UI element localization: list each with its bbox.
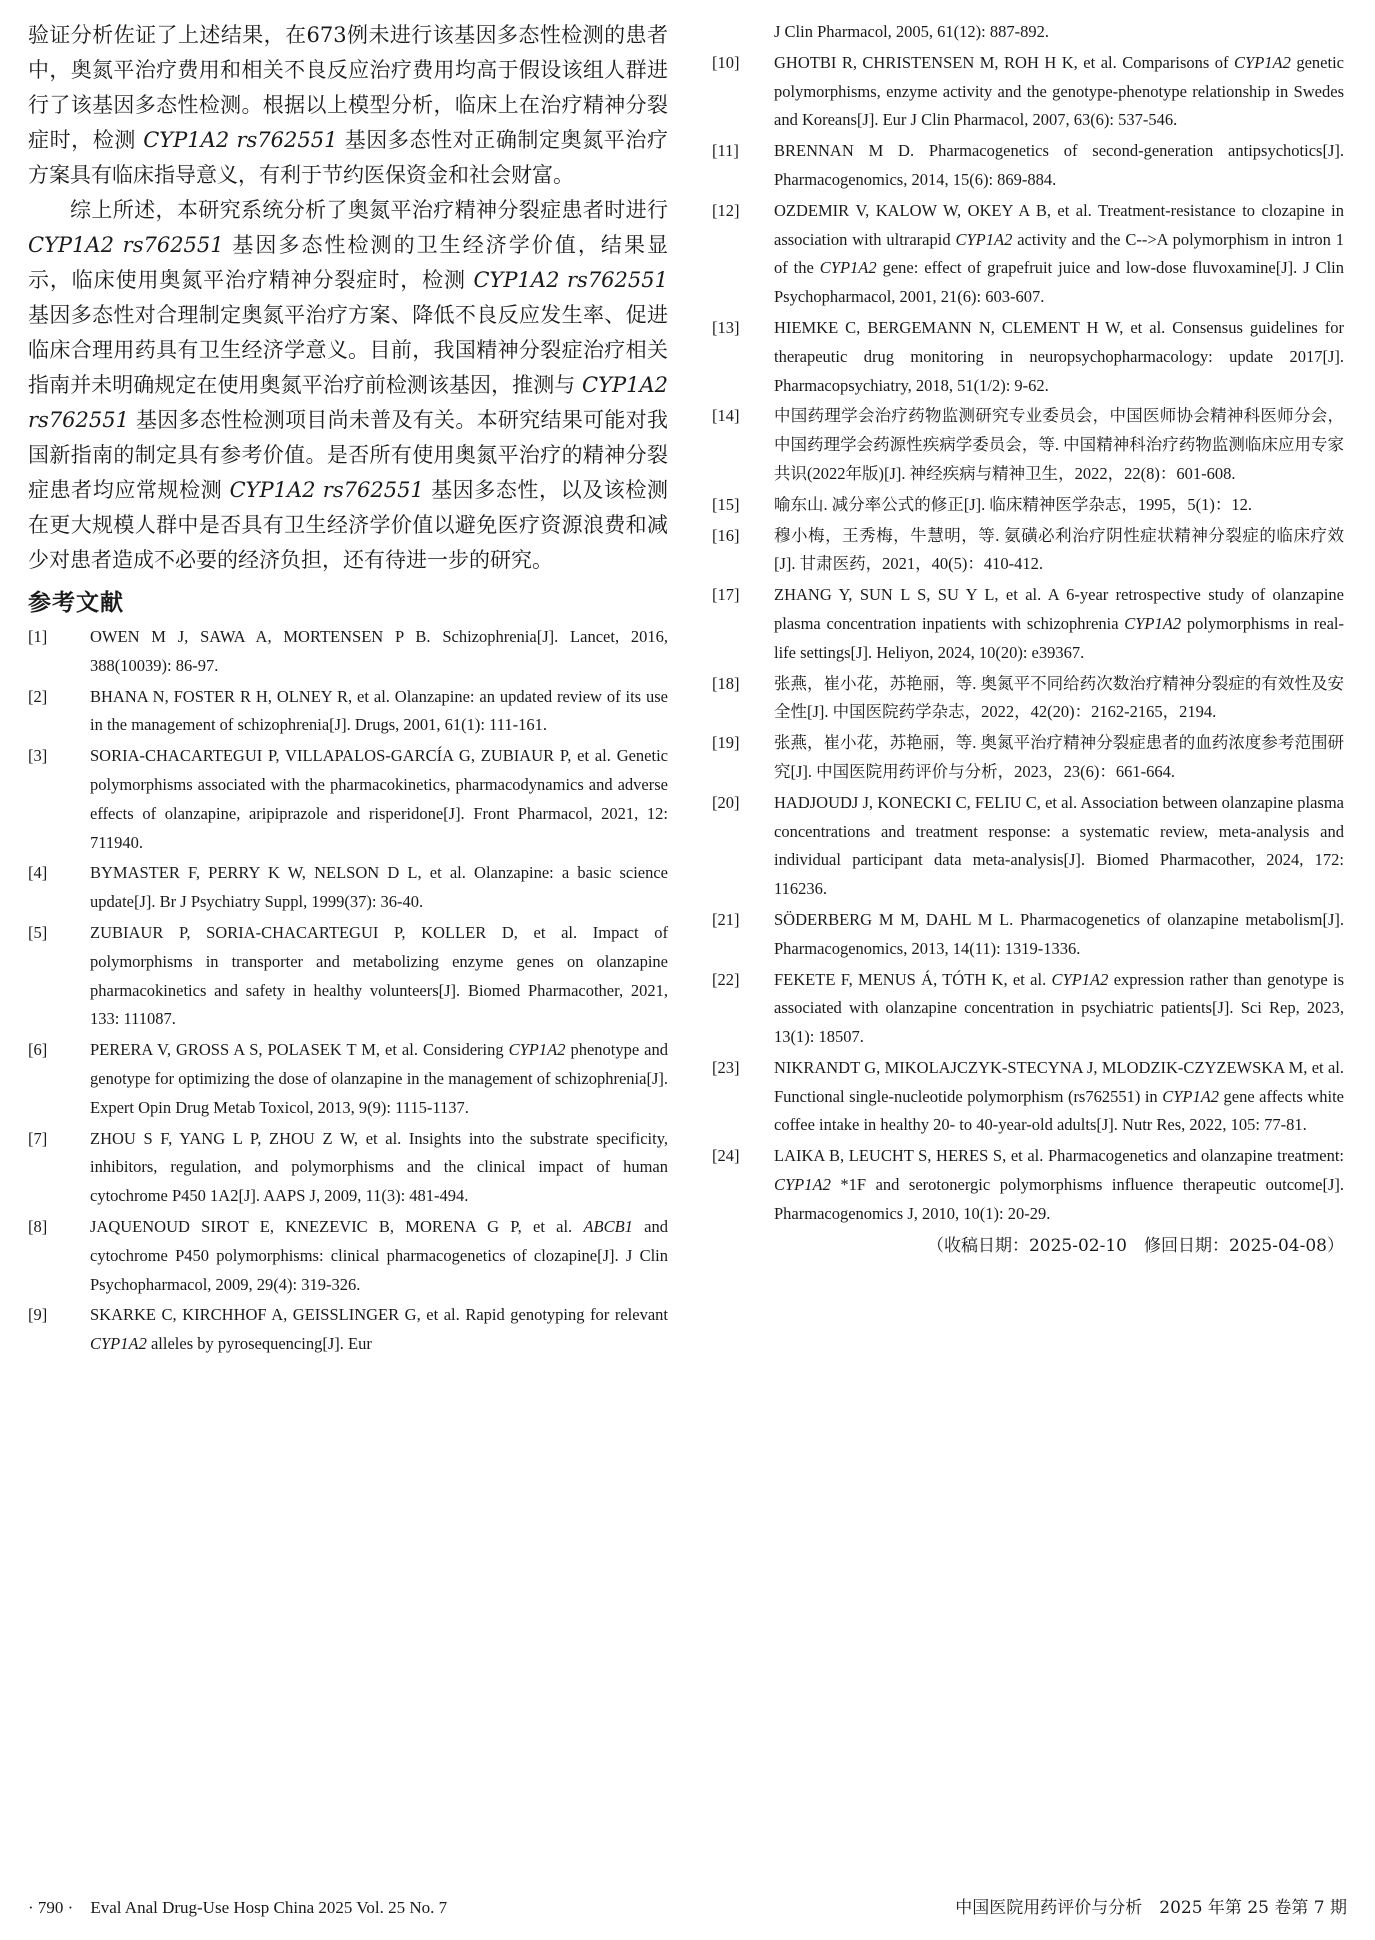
reference-item: [712, 789, 1344, 904]
reference-text: SORIA-CHACARTEGUI P, VILLAPALOS-GARCÍA G, ZUBIAUR P, et al. Genetic polymorphisms associated with the pharmacokinetics, pharmacodynamics and adverse effects of olanzapine, aripiprazole and risperidone[J]. Front Pharmacol, 2021, 12: 711940.: [90, 746, 668, 852]
reference-number: [6]: [28, 1040, 48, 1060]
reference-text: 喻东山. 减分率公式的修正[J]. 临床精神医学杂志，1995，5(1)：12.: [774, 494, 1253, 514]
reference-number: [9]: [28, 1305, 48, 1325]
reference-item: [712, 966, 1344, 1052]
reference-continuation: [712, 18, 1344, 47]
reference-text: OWEN M J, SAWA A, MORTENSEN P B. Schizophrenia[J]. Lancet, 2016, 388(10039): 86-97.: [90, 627, 668, 675]
reference-item: [28, 1301, 668, 1359]
reference-item: [712, 1142, 1344, 1228]
reference-number: [2]: [28, 686, 48, 706]
reference-text: PERERA V, GROSS A S, POLASEK T M, et al. Considering CYP1A2 phenotype and genotype for optimizing the dose of olanzapine in the management of schizophrenia[J]. Expert Opin Drug Metab Toxicol, 2013, 9(9): 1115-1137.: [90, 1040, 668, 1117]
reference-item: [712, 581, 1344, 667]
reference-text: 穆小梅，王秀梅，牛慧明，等. 氨磺必利治疗阴性症状精神分裂症的临床疗效[J]. 甘肃医药，2021，40(5)：410-412.: [774, 525, 1344, 574]
reference-item: [28, 859, 668, 917]
reference-item: [712, 49, 1344, 135]
reference-item: [28, 1036, 668, 1122]
reference-text: BHANA N, FOSTER R H, OLNEY R, et al. Olanzapine: an updated review of its use in the management of schizophrenia[J]. Drugs, 2001, 61(1): 111-161.: [90, 686, 668, 735]
reference-number: [15]: [712, 494, 740, 514]
reference-text: ZHOU S F, YANG L P, ZHOU Z W, et al. Insights into the substrate specificity, inhibitors, regulation, and polymorphisms and the clinical impact of human cytochrome P450 1A2[J]. AAPS J, 2009, 11(3): 481-494.: [90, 1128, 668, 1206]
reference-number: [24]: [712, 1146, 740, 1166]
references-list-left: [28, 623, 668, 1359]
reference-number: [1]: [28, 627, 48, 646]
reference-number: [11]: [712, 141, 739, 161]
right-column: [712, 18, 1344, 1261]
reference-item: [28, 1125, 668, 1211]
reference-text: SKARKE C, KIRCHHOF A, GEISSLINGER G, et al. Rapid genotyping for relevant CYP1A2 alleles by pyrosequencing[J]. Eur: [90, 1305, 668, 1354]
body-paragraph-1: 验证分析佐证了上述结果，在673例未进行该基因多态性检测的患者中，奥氮平治疗费用和相关不良反应治疗费用均高于假设该组人群进行了该基因多态性检测。根据以上模型分析，临床上在治疗精神分裂症时，检测 CYP1A2 rs762551 基因多态性对正确制定奥氮平治疗方案具有临床指导意义，有利于节约医保资金和社会财富。: [28, 23, 668, 187]
reference-number: [5]: [28, 922, 48, 942]
reference-number: [14]: [712, 406, 740, 426]
body-paragraph-2: 综上所述，本研究系统分析了奥氮平治疗精神分裂症患者时进行 CYP1A2 rs762551 基因多态性检测的卫生经济学价值，结果显示，临床使用奥氮平治疗精神分裂症时，检测 CYP1A2 rs762551 基因多态性对合理制定奥氮平治疗方案、降低不良反应发生率、促进临床合理用药具有卫生经济学意义。目前，我国精神分裂症治疗相关指南并未明确规定在使用奥氮平治疗前检测该基因，推测与 CYP1A2 rs762551 基因多态性检测项目尚未普及有关。本研究结果可能对我国新指南的制定具有参考价值。是否所有使用奥氮平治疗的精神分裂症患者均应常规检测 CYP1A2 rs762551 基因多态性，以及该检测在更大规模人群中是否具有卫生经济学价值以避免医疗资源浪费和减少对患者造成不必要的经济负担，还有待进一步的研究。: [28, 198, 668, 572]
reference-item: [712, 906, 1344, 964]
reference-text: FEKETE F, MENUS Á, TÓTH K, et al. CYP1A2 expression rather than genotype is associated with olanzapine concentration in psychiatric patients[J]. Sci Rep, 2023, 13(1): 18507.: [774, 969, 1345, 1047]
reference-number: [18]: [712, 673, 740, 693]
reference-text: SÖDERBERG M M, DAHL M L. Pharmacogenetics of olanzapine metabolism[J]. Pharmacogenomics, 2013, 14(11): 1319-1336.: [774, 909, 1344, 958]
reference-number: [17]: [712, 585, 740, 605]
reference-item: [712, 491, 1344, 520]
references-heading: 参考文献: [28, 590, 124, 616]
reference-number: [21]: [712, 909, 740, 929]
reference-text: HIEMKE C, BERGEMANN N, CLEMENT H W, et al. Consensus guidelines for therapeutic drug monitoring in neuropsychopharmacology: update 2017[J]. Pharmacopsychiatry, 2018, 51(1/2): 9-62.: [774, 317, 1344, 395]
reference-number: [22]: [712, 969, 740, 989]
reference-number: [10]: [712, 52, 740, 72]
reference-item: [28, 742, 668, 857]
reference-number: [20]: [712, 792, 740, 812]
reference-text: 中国药理学会治疗药物监测研究专业委员会，中国医师协会精神科医师分会，中国药理学会药源性疾病学委员会，等. 中国精神科治疗药物监测临床应用专家共识(2022年版)[J]. 神经疾病与精神卫生，2022，22(8)：601-608.: [774, 406, 1344, 483]
reference-item: [712, 197, 1344, 312]
reference-item: [712, 137, 1344, 195]
reference-item: [712, 670, 1344, 728]
reference-text: LAIKA B, LEUCHT S, HERES S, et al. Pharmacogenetics and olanzapine treatment: CYP1A2 *1F and serotonergic polymorphisms influence therapeutic outcome[J]. Pharmacogenomics J, 2010, 10(1): 20-29.: [774, 1146, 1344, 1223]
reference-number: [12]: [712, 200, 740, 220]
reference-number: [8]: [28, 1216, 48, 1236]
reference-text: HADJOUDJ J, KONECKI C, FELIU C, et al. Association between olanzapine plasma concentrations and treatment response: a systematic review, meta-analysis and individual participant data meta-analysis[J]. Biomed Pharmacother, 2024, 172: 116236.: [774, 792, 1344, 899]
reference-number: [4]: [28, 863, 48, 883]
received-dates: （收稿日期：2025-02-10 修回日期：2025-04-08）: [926, 1235, 1344, 1256]
footer-left: · 790 · Eval Anal Drug-Use Hosp China 2025 Vol. 25 No. 7: [28, 1898, 448, 1917]
reference-item: [28, 1213, 668, 1299]
reference-text: 张燕，崔小花，苏艳丽，等. 奥氮平不同给药次数治疗精神分裂症的有效性及安全性[J]. 中国医院药学杂志，2022，42(20)：2162-2165，2194.: [774, 673, 1344, 722]
reference-item: [712, 522, 1344, 580]
reference-text: BYMASTER F, PERRY K W, NELSON D L, et al. Olanzapine: a basic science update[J]. Br J Psychiatry Suppl, 1999(37): 36-40.: [90, 863, 668, 912]
reference-text: 张燕，崔小花，苏艳丽，等. 奥氮平治疗精神分裂症患者的血药浓度参考范围研究[J]. 中国医院用药评价与分析，2023，23(6)：661-664.: [774, 733, 1344, 781]
references-list-right: [712, 49, 1344, 1229]
reference-text: J Clin Pharmacol, 2005, 61(12): 887-892.: [774, 22, 1049, 41]
reference-item: [712, 1054, 1344, 1140]
reference-text: NIKRANDT G, MIKOLAJCZYK-STECYNA J, MLODZIK-CZYZEWSKA M, et al. Functional single-nucleotide polymorphism (rs762551) in CYP1A2 gene affects white coffee intake in healthy 20- to 40-year-old adults[J]. Nutr Res, 2022, 105: 77-81.: [774, 1057, 1344, 1135]
reference-number: [13]: [712, 317, 740, 337]
left-column: [28, 18, 668, 1361]
reference-text: ZUBIAUR P, SORIA-CHACARTEGUI P, KOLLER D, et al. Impact of polymorphisms in transporter and metabolizing enzyme genes on olanzapine pharmacokinetics and safety in healthy volunteers[J]. Biomed Pharmacother, 2021, 133: 111087.: [90, 922, 668, 1029]
reference-number: [19]: [712, 733, 740, 753]
reference-text: OZDEMIR V, KALOW W, OKEY A B, et al. Treatment-resistance to clozapine in association with ultrarapid CYP1A2 activity and the C-->A polymorphism in intron 1 of the CYP1A2 gene: effect of grapefruit juice and low-dose fluvoxamine[J]. J Clin Psychopharmacol, 2001, 21(6): 603-607.: [774, 200, 1344, 307]
reference-item: [28, 919, 668, 1034]
reference-item: [712, 402, 1344, 488]
reference-text: GHOTBI R, CHRISTENSEN M, ROH H K, et al. Comparisons of CYP1A2 genetic polymorphisms, enzyme activity and the genotype-phenotype relationship in Swedes and Koreans[J]. Eur J Clin Pharmacol, 2007, 63(6): 537-546.: [774, 52, 1344, 130]
reference-item: [712, 314, 1344, 400]
reference-text: ZHANG Y, SUN L S, SU Y L, et al. A 6-year retrospective study of olanzapine plasma concentration inpatients with schizophrenia CYP1A2 polymorphisms in real-life settings[J]. Heliyon, 2024, 10(20): e39367.: [774, 585, 1344, 662]
reference-item: [28, 623, 668, 681]
reference-text: JAQUENOUD SIROT E, KNEZEVIC B, MORENA G P, et al. ABCB1 and cytochrome P450 polymorphisms: clinical pharmacogenetics of clozapine[J]. J Clin Psychopharmacol, 2009, 29(4): 319-326.: [90, 1216, 669, 1294]
reference-item: [712, 729, 1344, 787]
footer-right: 中国医院用药评价与分析 2025 年第 25 卷第 7 期: [955, 1898, 1347, 1918]
reference-number: [16]: [712, 525, 740, 545]
reference-text: BRENNAN M D. Pharmacogenetics of second-generation antipsychotics[J]. Pharmacogenomics, 2014, 15(6): 869-884.: [774, 141, 1344, 189]
reference-number: [7]: [28, 1128, 48, 1148]
reference-number: [23]: [712, 1057, 740, 1077]
reference-number: [3]: [28, 746, 48, 766]
reference-item: [28, 683, 668, 741]
